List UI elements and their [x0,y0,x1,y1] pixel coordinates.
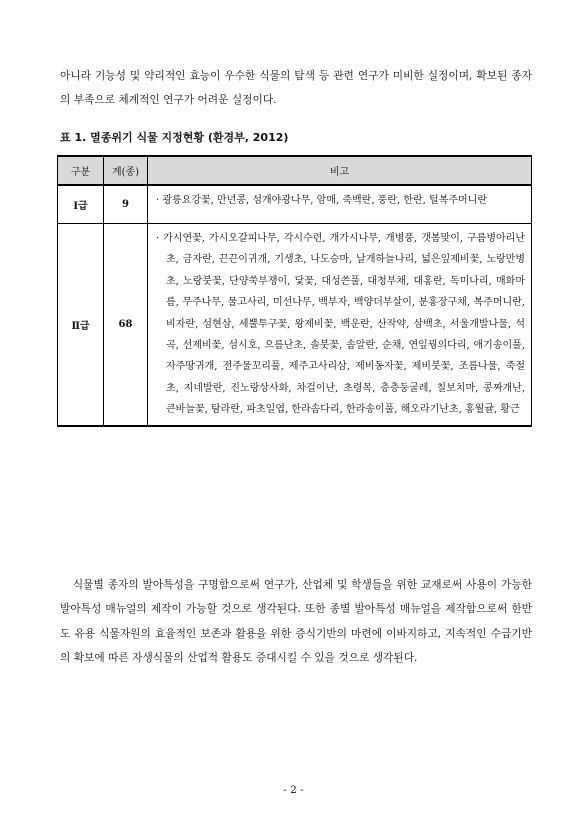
count-cell: 9 [104,185,148,224]
header-note: 비고 [148,156,532,185]
intro-paragraph: 아니라 기능성 및 약리적인 효능이 우수한 식물의 탐색 등 관련 연구가 미비한 실정이며, 확보된 종자의 부족으로 체계적인 연구가 어려운 실정이다. [60,69,532,107]
species-list: · 광릉요강꽃, 만년콩, 섬개야광나무, 암매, 죽백란, 풍란, 한란, 털복주머니란 [156,195,487,206]
count-cell: 68 [104,224,148,426]
table-caption: 표 1. 멸종위기 식물 지정현황 (환경부, 2012) [60,131,289,144]
table-row [58,224,532,426]
page-number: - 2 - [283,784,304,796]
body-paragraph: 식물별 종자의 발아특성을 구명함으로써 연구가, 산업체 및 학생들을 위한 교재로써 사용이 가능한 발아특성 매뉴얼의 제작이 가능할 것으로 생각된다. 또한 종별 발아특성 매뉴얼을 제작함으로써 한반도 유용 식물자원의 효율적인 보존과 활용을 위한 증식기반의 마련에 이바지하고, 지속적인 수급기반의 확보에 따른 자생식물의 산업적 활용도 증대시킬 수 있을 것으로 생각된다. [60,578,532,665]
grade-cell: Ⅰ급 [58,185,104,224]
table-header-row [58,156,532,185]
species-list: · 가시연꽃, 가시오갈피나무, 각시수련, 개가시나무, 개병풍, 갯봄맞이, 구름병아리난초, 금자란, 끈끈이귀개, 기생초, 나도승마, 날개하늘나리, 넓은잎제비꽃, 노랑만병초, 노랑붓꽃, 단양쑥부쟁이, 닻꽃, 대성쓴풀, 대청부채, 대홍란, 독미나리, 매화마름, 무주나무, 물고사리, 미선나무, 백부자, 백양더부살이, 분홍장구채, 복주머니란, 비자란, 섬현삼, 세뿔투구꽃, 왕제비꽃, 백운란, 산작약, 삼백초, 서울개발나물, 석곡, 선제비꽃, 섬시호, 으름난초, 솔붓꽃, 솜알란, 순채, 연잎꿩의다리, 애기송이풀, 자주땅귀개, 전주물꼬리풀, 제주고사리삼, 제비동자꽃, 제비붓꽃, 조름나물, 죽절초, 지네발란, 진노랑상사화, 차걸이난, 초령목, 층층둥굴레, 칠보치마, 콩짜개난, 큰바늘꽃, 탐라란, 파초일엽, 한라솜다리, 한라송이풀, 해오라기난초, 홍월귤, 황근 [156,233,525,416]
endangered-plants-table [57,155,532,427]
header-grade: 구분 [58,156,104,185]
header-count: 계(종) [104,156,148,185]
note-cell [148,224,532,426]
note-cell [148,185,532,224]
grade-cell: Ⅱ급 [58,224,104,426]
table-row [58,185,532,224]
